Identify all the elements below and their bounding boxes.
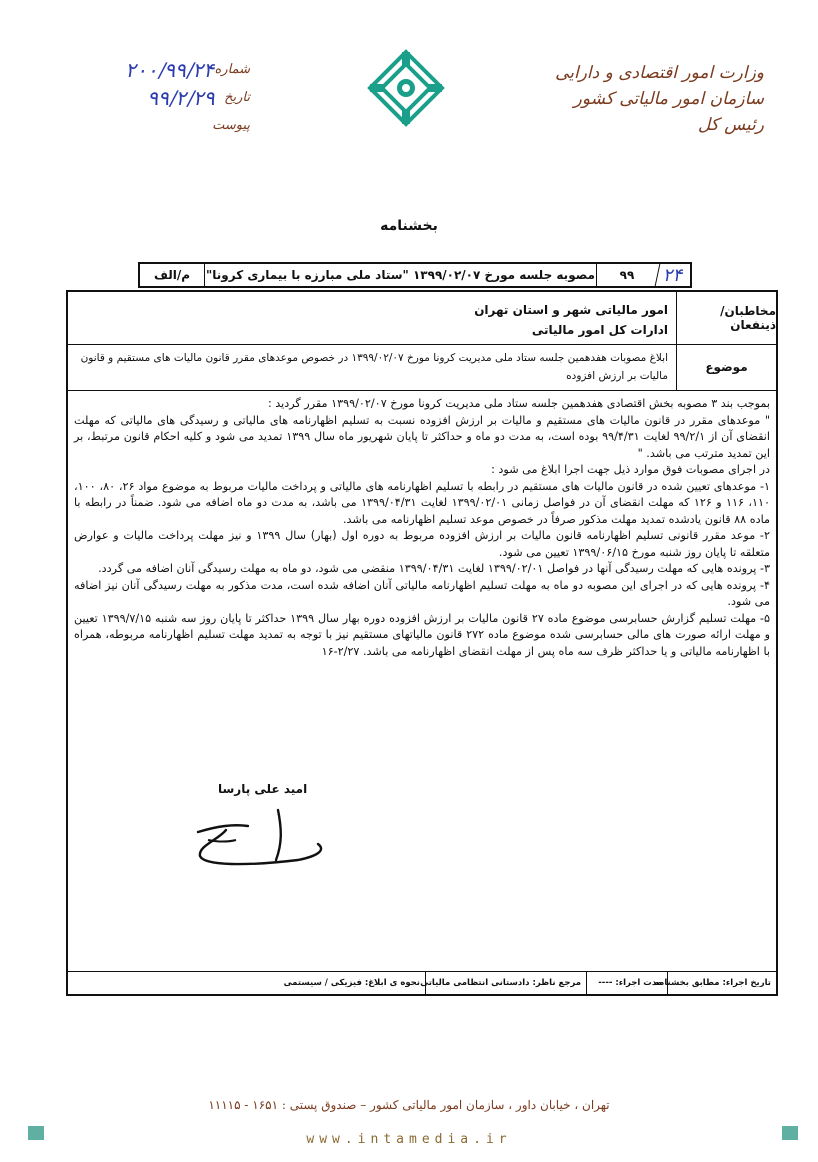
body-paragraph: ۱- موعدهای تعیین شده در قانون مالیات های مستقیم در رابطه با تسلیم اظهارنامه های مالیاتی و پرداخت مالیات مربوط به موضوع مواد ۲۶، ۸۰، ۱۰۰، ۱۱۰، ۱۱۶ و ۱۲۶ که مهلت انقضای آن در فواصل زمانی ۱۳۹۹/۰۲/۰۱ لغایت ۱۳۹۹/۰۴/۳۱ می باشد، به مدت دو ماه اضافه می شود. ضمناً در رابطه با ماده ۸۸ قانون یادشده تمدید مهلت مذکور صرفاً در خصوص موعد تسلیم اظهارنامه می باشد.: [74, 479, 771, 526]
addressee-line-1: امور مالیاتی شهر و استان تهران: [474, 303, 668, 317]
organization-logo-icon: [366, 48, 446, 128]
reference-code: م/الف: [153, 268, 191, 282]
body-paragraph: ۳- پرونده هایی که مهلت رسیدگی آنها در فواصل ۱۳۹۹/۰۲/۰۱ لغایت ۱۳۹۹/۰۴/۳۱ منقضی می شود، دو ماه به مهلت رسیدگی آنان اضافه می گردد.: [98, 562, 770, 575]
subject-row: [68, 344, 776, 391]
number-value: ۲۰۰/۹۹/۲۴: [124, 58, 219, 82]
reference-box: [138, 262, 692, 288]
body-paragraph: بموجب بند ۳ مصوبه بخش اقتصادی هفدهمین جلسه ستاد ملی مدیریت کرونا مورخ ۱۳۹۹/۰۲/۰۷ مقرر گردید :: [267, 397, 770, 410]
addressee-line-2: ادارات کل امور مالیاتی: [531, 323, 668, 337]
footer-website: www.intamedia.ir: [306, 1132, 512, 1147]
date-value: ۹۹/۲/۲۹: [146, 86, 219, 110]
circular-table: [66, 290, 778, 996]
signature-icon: [178, 800, 328, 870]
letter-meta: [70, 58, 250, 142]
body-paragraph: ۲- موعد مقرر قانونی تسلیم اظهارنامه قانون مالیات بر ارزش افزوده مربوط به دوره اول (بهار) سال ۱۳۹۹ و نیز مهلت پرداخت مالیات و عوارض متعلقه تا پایان روز شنبه مورخ ۱۳۹۹/۰۶/۱۵ تعیین می شود.: [74, 529, 770, 559]
subject-label: موضوع: [676, 344, 776, 390]
subject-line-2: مالیات بر ارزش افزوده: [566, 370, 668, 382]
execution-duration: مدت اجراء: ----: [586, 972, 667, 994]
addressee-row: [68, 292, 776, 345]
body-paragraph: ۴- پرونده هایی که در اجرای این مصوبه دو ماه به مهلت تسلیم اظهارنامه مالیاتی آنان اضافه شده است، مدت مذکور به مهلت رسیدگی آنان نیز اضافه می شود.: [74, 578, 770, 608]
body-paragraph: در اجرای مصوبات فوق موارد ذیل جهت اجرا ابلاغ می شود :: [491, 463, 770, 476]
footer-address: تهران ، خیابان داور ، سازمان امور مالیاتی کشور – صندوق پستی : ۱۶۵۱ - ۱۱۱۱۵: [208, 1098, 610, 1112]
body-paragraph: " موعدهای مقرر در قانون مالیات های مستقیم و مالیات بر ارزش افزوده نسبت به تسلیم اظهارنامه های مالیاتی و رسیدگی های مالیاتی که مهلت انقضای آن از ۹۹/۲/۱ لغایت ۹۹/۴/۳۱ بوده است، به مدت دو ماه و حداکثر تا پایان شهریور ماه سال ۱۳۹۹ تمدید می شود و کلیه احکام قانون مرتبط، بر این تمدید مترتب می باشد. ": [74, 413, 770, 460]
supervising-authority: مرجع ناظر: دادستانی انتظامی مالیاتی: [425, 972, 586, 994]
organization-name: سازمان امور مالیاتی کشور: [573, 89, 764, 109]
document-title: بخشنامه: [380, 218, 438, 234]
ministry-name: وزارت امور اقتصادی و دارایی: [555, 63, 764, 83]
addressee-label: مخاطبان/ذینفعان: [676, 292, 776, 344]
number-label: شماره: [214, 62, 250, 77]
body-paragraph: ۵- مهلت تسلیم گزارش حسابرسی موضوع ماده ۲۷ قانون مالیات بر ارزش افزوده دوره بهار سال ۱۳۹۹ حداکثر تا پایان روز سه شنبه ۱۳۹۹/۷/۱۵ تعیین و مهلت ارائه صورت های مالی حسابرسی شده موضوع ماده ۲۷۲ قانون مالیاتهای مستقیم نیز با توجه به تمدید مهلت تسلیم اظهارنامه مربوطه، همراه با اظهارنامه مالیاتی و یا حداکثر ظرف سه ماه پس از مهلت انقضای اظهارنامه می باشد. ۲/۲۷-۱۶: [74, 611, 770, 658]
letterhead: [544, 60, 764, 138]
circular-body: [74, 396, 770, 660]
attachment-label: پیوست: [212, 118, 250, 133]
execution-info-row: [68, 971, 776, 994]
reference-subject: مصوبه جلسه مورخ ۱۳۹۹/۰۲/۰۷ "ستاد ملی مبارزه با بیماری کرونا": [204, 264, 596, 286]
execution-date: تاریخ اجراء: مطابق بخشنامه: [667, 972, 776, 994]
notification-method: نحوه ی ابلاغ: فیزیکی / سیستمی: [283, 978, 420, 988]
date-label: تاریخ: [224, 90, 250, 105]
official-role: رئیس کل: [697, 115, 764, 135]
signatory-name: امید علی پارسا: [218, 782, 308, 796]
subject-line-1: ابلاغ مصوبات هفدهمین جلسه ستاد ملی مدیریت کرونا مورخ ۱۳۹۹/۰۲/۰۷ در خصوص موعدهای مقرر قانون مالیات های مستقیم و قانون: [80, 352, 668, 364]
reference-number: ۹۹: [596, 264, 657, 286]
handwritten-number: ۲۴: [655, 264, 693, 286]
